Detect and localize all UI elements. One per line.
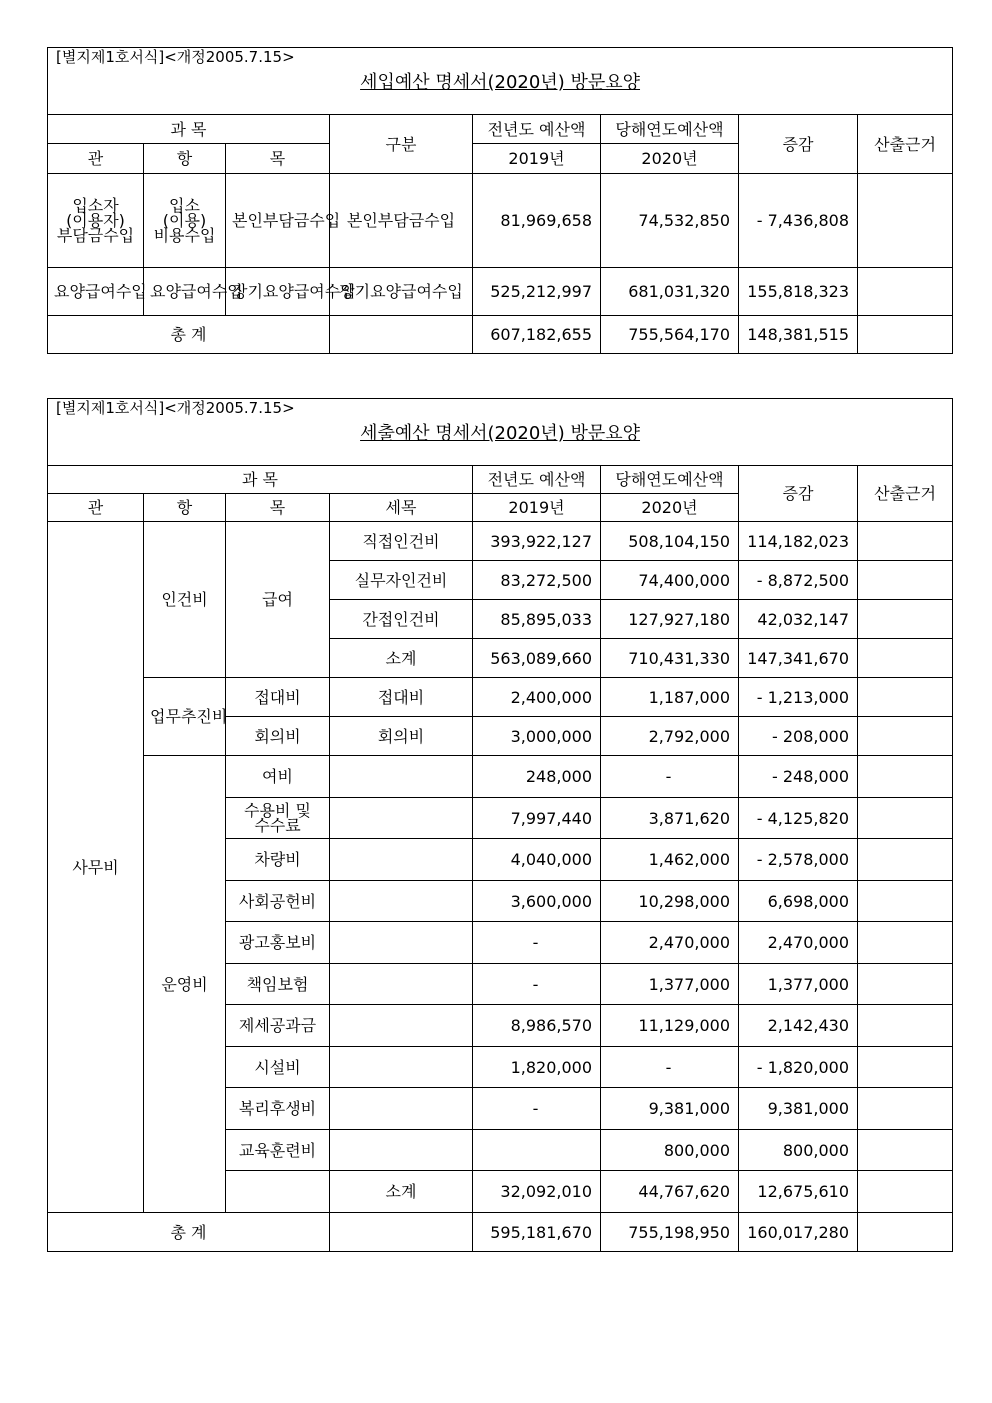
basis-cell bbox=[858, 268, 953, 316]
table-row bbox=[48, 522, 953, 561]
mok-header: 목 bbox=[226, 494, 330, 522]
prev-year-header: 2019년 bbox=[473, 144, 601, 174]
total-row bbox=[48, 1213, 953, 1252]
change-cell: 1,377,000 bbox=[739, 964, 858, 1005]
prev-amount-cell: 1,820,000 bbox=[473, 1047, 601, 1088]
basis-cell bbox=[858, 561, 953, 600]
curr-amount-cell: 11,129,000 bbox=[601, 1005, 739, 1047]
curr-amount-cell: 44,767,620 bbox=[601, 1171, 739, 1213]
change-cell: - 1,820,000 bbox=[739, 1047, 858, 1088]
change-cell: - 7,436,808 bbox=[739, 174, 858, 268]
curr-amount-cell: - bbox=[601, 1047, 739, 1088]
basis-cell bbox=[858, 1005, 953, 1047]
gubun-cell: 장기요양급여수입 bbox=[330, 268, 473, 316]
curr-budget-header: 당해연도예산액 bbox=[601, 466, 739, 494]
curr-total-cell: 755,564,170 bbox=[601, 316, 739, 354]
basis-cell bbox=[858, 922, 953, 964]
hang-header: 항 bbox=[144, 494, 226, 522]
document-title: 세입예산 명세서(2020년) 방문요양 bbox=[360, 72, 641, 93]
curr-amount-cell: 1,462,000 bbox=[601, 839, 739, 881]
gwan-cell: 사무비 bbox=[48, 522, 144, 1213]
table-row bbox=[48, 678, 953, 717]
mok-cell: 수용비 및 수수료 bbox=[226, 798, 330, 839]
hang-cell: 인건비 bbox=[144, 522, 226, 678]
basis-cell bbox=[858, 839, 953, 881]
prev-year-header: 2019년 bbox=[473, 494, 601, 522]
basis-header: 산출근거 bbox=[858, 466, 953, 522]
prev-amount-cell: - bbox=[473, 964, 601, 1005]
table-row bbox=[48, 268, 953, 316]
hang-cell: 운영비 bbox=[144, 756, 226, 1213]
prev-amount-cell: 563,089,660 bbox=[473, 639, 601, 678]
curr-amount-cell: 127,927,180 bbox=[601, 600, 739, 639]
curr-total-cell: 755,198,950 bbox=[601, 1213, 739, 1252]
change-cell: 147,341,670 bbox=[739, 639, 858, 678]
basis-cell bbox=[858, 639, 953, 678]
curr-amount-cell: - bbox=[601, 756, 739, 798]
semok-cell bbox=[330, 964, 473, 1005]
prev-amount-cell: 85,895,033 bbox=[473, 600, 601, 639]
basis-cell bbox=[858, 798, 953, 839]
change-cell: 2,470,000 bbox=[739, 922, 858, 964]
mok-cell: 급여 bbox=[226, 522, 330, 678]
change-cell: 6,698,000 bbox=[739, 881, 858, 922]
table-row bbox=[48, 756, 953, 798]
gwan-header: 관 bbox=[48, 144, 144, 174]
change-cell: 42,032,147 bbox=[739, 600, 858, 639]
table-row bbox=[48, 174, 953, 268]
prev-budget-header: 전년도 예산액 bbox=[473, 115, 601, 144]
mok-cell: 시설비 bbox=[226, 1047, 330, 1088]
basis-cell bbox=[858, 316, 953, 354]
change-header: 증감 bbox=[739, 115, 858, 174]
prev-amount-cell: 393,922,127 bbox=[473, 522, 601, 561]
total-row bbox=[48, 316, 953, 354]
gubun-cell: 본인부담금수입 bbox=[330, 174, 473, 268]
semok-cell bbox=[330, 798, 473, 839]
mok-cell: 회의비 bbox=[226, 717, 330, 756]
curr-budget-header: 당해연도예산액 bbox=[601, 115, 739, 144]
basis-cell bbox=[858, 1130, 953, 1171]
total-label: 총 계 bbox=[48, 316, 330, 354]
basis-cell bbox=[858, 1047, 953, 1088]
semok-cell: 회의비 bbox=[330, 717, 473, 756]
mok-cell: 차량비 bbox=[226, 839, 330, 881]
mok-cell: 책임보험 bbox=[226, 964, 330, 1005]
change-cell: 12,675,610 bbox=[739, 1171, 858, 1213]
mok-cell bbox=[226, 1171, 330, 1213]
curr-amount-cell: 1,377,000 bbox=[601, 964, 739, 1005]
curr-amount-cell: 800,000 bbox=[601, 1130, 739, 1171]
change-cell: 2,142,430 bbox=[739, 1005, 858, 1047]
change-cell: - 248,000 bbox=[739, 756, 858, 798]
hang-cell: 요양급여수입 bbox=[144, 268, 226, 316]
mok-cell: 여비 bbox=[226, 756, 330, 798]
basis-cell bbox=[858, 1088, 953, 1130]
change-cell: - 1,213,000 bbox=[739, 678, 858, 717]
prev-amount-cell: 81,969,658 bbox=[473, 174, 601, 268]
curr-amount-cell: 10,298,000 bbox=[601, 881, 739, 922]
basis-cell bbox=[858, 678, 953, 717]
curr-year-header: 2020년 bbox=[601, 494, 739, 522]
curr-amount-cell: 2,792,000 bbox=[601, 717, 739, 756]
change-total-cell: 160,017,280 bbox=[739, 1213, 858, 1252]
basis-cell bbox=[858, 600, 953, 639]
change-cell: - 4,125,820 bbox=[739, 798, 858, 839]
hang-header: 항 bbox=[144, 144, 226, 174]
mok-cell: 접대비 bbox=[226, 678, 330, 717]
gwan-cell: 요양급여수입 bbox=[48, 268, 144, 316]
prev-amount-cell: 7,997,440 bbox=[473, 798, 601, 839]
curr-amount-cell: 3,871,620 bbox=[601, 798, 739, 839]
basis-cell bbox=[858, 717, 953, 756]
prev-amount-cell: - bbox=[473, 922, 601, 964]
change-cell: - 8,872,500 bbox=[739, 561, 858, 600]
change-cell: - 2,578,000 bbox=[739, 839, 858, 881]
income-budget-table bbox=[47, 47, 953, 354]
change-header: 증감 bbox=[739, 466, 858, 522]
prev-amount-cell: 4,040,000 bbox=[473, 839, 601, 881]
semok-header: 세목 bbox=[330, 494, 473, 522]
mok-cell: 본인부담금수입 bbox=[226, 174, 330, 268]
basis-cell bbox=[858, 1171, 953, 1213]
mok-cell: 사회공헌비 bbox=[226, 881, 330, 922]
semok-cell: 간접인건비 bbox=[330, 600, 473, 639]
curr-amount-cell: 74,400,000 bbox=[601, 561, 739, 600]
prev-budget-header: 전년도 예산액 bbox=[473, 466, 601, 494]
semok-cell bbox=[330, 756, 473, 798]
hang-cell: 입소(이용)비용수입 bbox=[144, 174, 226, 268]
mok-cell: 복리후생비 bbox=[226, 1088, 330, 1130]
prev-amount-cell: 83,272,500 bbox=[473, 561, 601, 600]
semok-cell bbox=[330, 839, 473, 881]
prev-amount-cell: 3,000,000 bbox=[473, 717, 601, 756]
prev-total-cell: 607,182,655 bbox=[473, 316, 601, 354]
document-title: 세출예산 명세서(2020년) 방문요양 bbox=[360, 423, 641, 444]
mok-cell: 교육훈련비 bbox=[226, 1130, 330, 1171]
form-label: [별지제1호서식]<개정2005.7.15> bbox=[56, 399, 295, 417]
change-cell: - 208,000 bbox=[739, 717, 858, 756]
subject-header: 과 목 bbox=[48, 466, 473, 494]
curr-amount-cell: 2,470,000 bbox=[601, 922, 739, 964]
basis-cell bbox=[858, 964, 953, 1005]
semok-cell bbox=[330, 922, 473, 964]
mok-cell: 제세공과금 bbox=[226, 1005, 330, 1047]
change-cell: 9,381,000 bbox=[739, 1088, 858, 1130]
basis-cell bbox=[858, 1213, 953, 1252]
total-label: 총 계 bbox=[48, 1213, 330, 1252]
prev-amount-cell: 2,400,000 bbox=[473, 678, 601, 717]
curr-amount-cell: 710,431,330 bbox=[601, 639, 739, 678]
semok-cell bbox=[330, 1047, 473, 1088]
curr-amount-cell: 681,031,320 bbox=[601, 268, 739, 316]
change-cell: 800,000 bbox=[739, 1130, 858, 1171]
gubun-header: 구분 bbox=[330, 115, 473, 174]
prev-amount-cell: 525,212,997 bbox=[473, 268, 601, 316]
curr-amount-cell: 9,381,000 bbox=[601, 1088, 739, 1130]
semok-cell: 소계 bbox=[330, 639, 473, 678]
prev-amount-cell: 8,986,570 bbox=[473, 1005, 601, 1047]
form-label: [별지제1호서식]<개정2005.7.15> bbox=[56, 48, 295, 66]
prev-amount-cell bbox=[473, 1130, 601, 1171]
prev-amount-cell: - bbox=[473, 1088, 601, 1130]
prev-total-cell: 595,181,670 bbox=[473, 1213, 601, 1252]
basis-cell bbox=[858, 522, 953, 561]
change-cell: 155,818,323 bbox=[739, 268, 858, 316]
expense-header-cell bbox=[48, 399, 953, 466]
curr-amount-cell: 508,104,150 bbox=[601, 522, 739, 561]
subject-header: 과 목 bbox=[48, 115, 330, 144]
mok-cell: 장기요양급여수입 bbox=[226, 268, 330, 316]
semok-cell: 접대비 bbox=[330, 678, 473, 717]
semok-cell bbox=[330, 1005, 473, 1047]
semok-cell: 직접인건비 bbox=[330, 522, 473, 561]
change-cell: 114,182,023 bbox=[739, 522, 858, 561]
prev-amount-cell: 3,600,000 bbox=[473, 881, 601, 922]
basis-cell bbox=[858, 174, 953, 268]
semok-cell bbox=[330, 1213, 473, 1252]
semok-cell: 실무자인건비 bbox=[330, 561, 473, 600]
prev-amount-cell: 248,000 bbox=[473, 756, 601, 798]
gubun-cell bbox=[330, 316, 473, 354]
mok-header: 목 bbox=[226, 144, 330, 174]
semok-cell: 소계 bbox=[330, 1171, 473, 1213]
gwan-header: 관 bbox=[48, 494, 144, 522]
gwan-cell: 입소자(이용자)부담금수입 bbox=[48, 174, 144, 268]
mok-cell: 광고홍보비 bbox=[226, 922, 330, 964]
curr-amount-cell: 74,532,850 bbox=[601, 174, 739, 268]
curr-amount-cell: 1,187,000 bbox=[601, 678, 739, 717]
curr-year-header: 2020년 bbox=[601, 144, 739, 174]
basis-cell bbox=[858, 756, 953, 798]
income-header-cell bbox=[48, 48, 953, 115]
semok-cell bbox=[330, 881, 473, 922]
expense-budget-table bbox=[47, 398, 953, 1252]
basis-cell bbox=[858, 881, 953, 922]
semok-cell bbox=[330, 1130, 473, 1171]
prev-amount-cell: 32,092,010 bbox=[473, 1171, 601, 1213]
change-total-cell: 148,381,515 bbox=[739, 316, 858, 354]
semok-cell bbox=[330, 1088, 473, 1130]
hang-cell: 업무추진비 bbox=[144, 678, 226, 756]
basis-header: 산출근거 bbox=[858, 115, 953, 174]
